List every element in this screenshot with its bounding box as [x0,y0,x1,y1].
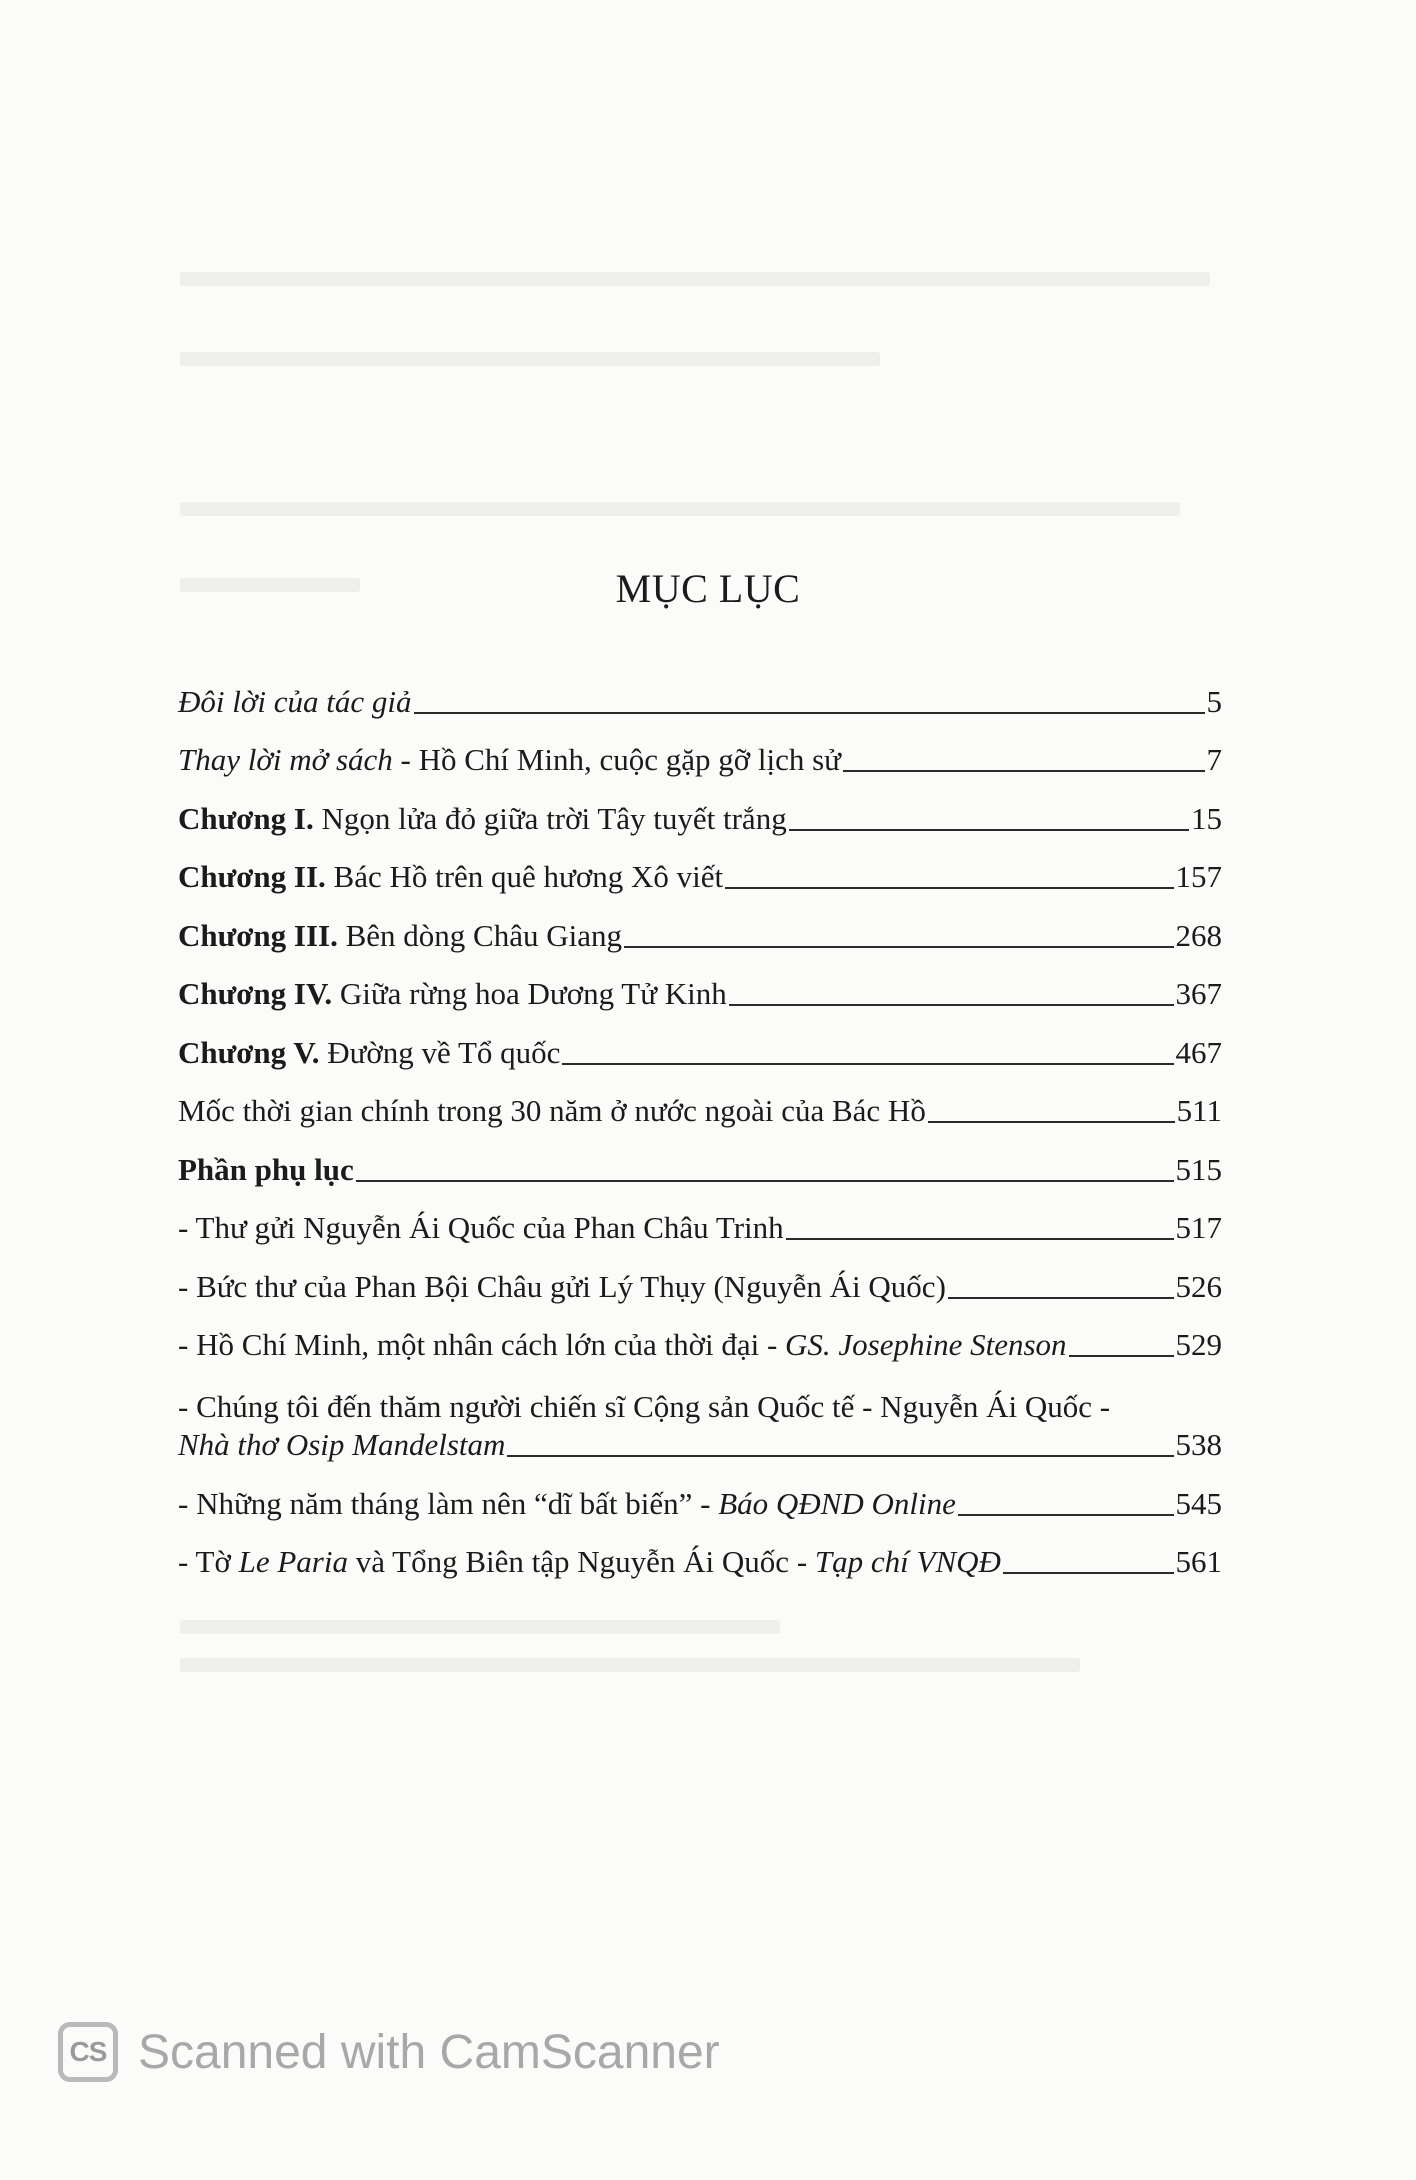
toc-entry-text: - Hồ Chí Minh, một nhân cách lớn của thời đại - GS. Josephine Stenson [178,1327,1067,1362]
toc-entry [178,785,1222,844]
toc-entry [178,1312,1222,1371]
dot-leader [928,1121,1175,1123]
dot-leader [843,770,1205,772]
toc-entry [178,668,1222,727]
toc-page-number: 268 [1175,917,1222,953]
table-of-contents [178,668,1222,1587]
toc-page-number: 7 [1206,742,1222,777]
toc-page-number: 538 [1175,1427,1222,1462]
dot-leader [356,1180,1174,1182]
toc-page-number: 5 [1206,683,1222,719]
toc-entry-text: Mốc thời gian chính trong 30 năm ở nước ngoài của Bác Hồ [178,1093,926,1128]
toc-entry-text: Nhà thơ Osip Mandelstam [178,1427,506,1462]
toc-page-number: 545 [1175,1485,1222,1521]
dot-leader [1003,1572,1174,1574]
toc-entry-text: Chương IV. Giữa rừng hoa Dương Tử Kinh [178,976,727,1011]
toc-entry [178,844,1222,903]
camscanner-logo-icon: CS [58,2022,118,2082]
toc-entry [178,727,1222,786]
toc-entry-second-line [178,1426,1222,1464]
toc-entry-text: Chương II. Bác Hồ trên quê hương Xô viết [178,859,724,894]
toc-entry [178,1470,1222,1529]
toc-entry [178,1529,1222,1588]
toc-entry-text: - Bức thư của Phan Bội Châu gửi Lý Thụy (Nguyễn Ái Quốc) [178,1268,946,1304]
toc-entry-text: Đôi lời của tác giả [178,683,412,719]
dot-leader [786,1238,1174,1240]
dot-leader [562,1063,1173,1065]
toc-entry-text: Phần phụ lục [178,1151,354,1187]
toc-page-number: 561 [1175,1544,1222,1579]
toc-entry-text: - Những năm tháng làm nên “dĩ bất biến” - Báo QĐND Online [178,1485,956,1521]
toc-page-number: 515 [1175,1151,1222,1187]
toc-entry-text: Chương III. Bên dòng Châu Giang [178,917,622,953]
dot-leader [624,946,1174,948]
toc-page-number: 157 [1175,859,1222,894]
dot-leader [1069,1355,1174,1357]
dot-leader [789,829,1189,831]
toc-page-number: 15 [1191,800,1222,836]
toc-entry-text: Chương I. Ngọn lửa đỏ giữa trời Tây tuyết trắng [178,800,787,836]
camscanner-watermark [58,2022,720,2082]
dot-leader [958,1514,1174,1516]
toc-entry [178,1253,1222,1312]
toc-page-number: 529 [1175,1327,1222,1362]
toc-entry [178,1078,1222,1137]
toc-entry-text: - Tờ Le Paria và Tổng Biên tập Nguyễn Ái Quốc - Tạp chí VNQĐ [178,1544,1001,1579]
watermark-text: Scanned with CamScanner [138,2025,720,2079]
toc-entry-text: - Thư gửi Nguyễn Ái Quốc của Phan Châu Trinh [178,1210,784,1245]
toc-entry [178,1195,1222,1254]
toc-entry [178,961,1222,1020]
toc-entry [178,902,1222,961]
toc-entry [178,1136,1222,1195]
dot-leader [725,887,1173,889]
toc-page-number: 467 [1175,1034,1222,1070]
dot-leader [948,1297,1174,1299]
toc-page-number: 367 [1175,976,1222,1011]
page-title: MỤC LỤC [615,566,801,611]
toc-entry-text: Chương V. Đường về Tổ quốc [178,1034,561,1070]
toc-page-number: 517 [1175,1210,1222,1245]
toc-entry [178,1019,1222,1078]
toc-entry-text: Thay lời mở sách - Hồ Chí Minh, cuộc gặp gỡ lịch sử [178,742,841,777]
toc-entry-first-line [178,1388,1222,1426]
dot-leader [507,1455,1173,1457]
toc-page-number: 526 [1175,1268,1222,1304]
toc-page-number: 511 [1176,1093,1222,1128]
dot-leader [414,712,1205,714]
dot-leader [729,1004,1174,1006]
toc-entry [178,1370,1222,1470]
toc-entry-text: - Chúng tôi đến thăm người chiến sĩ Cộng sản Quốc tế - Nguyễn Ái Quốc - [178,1389,1111,1424]
